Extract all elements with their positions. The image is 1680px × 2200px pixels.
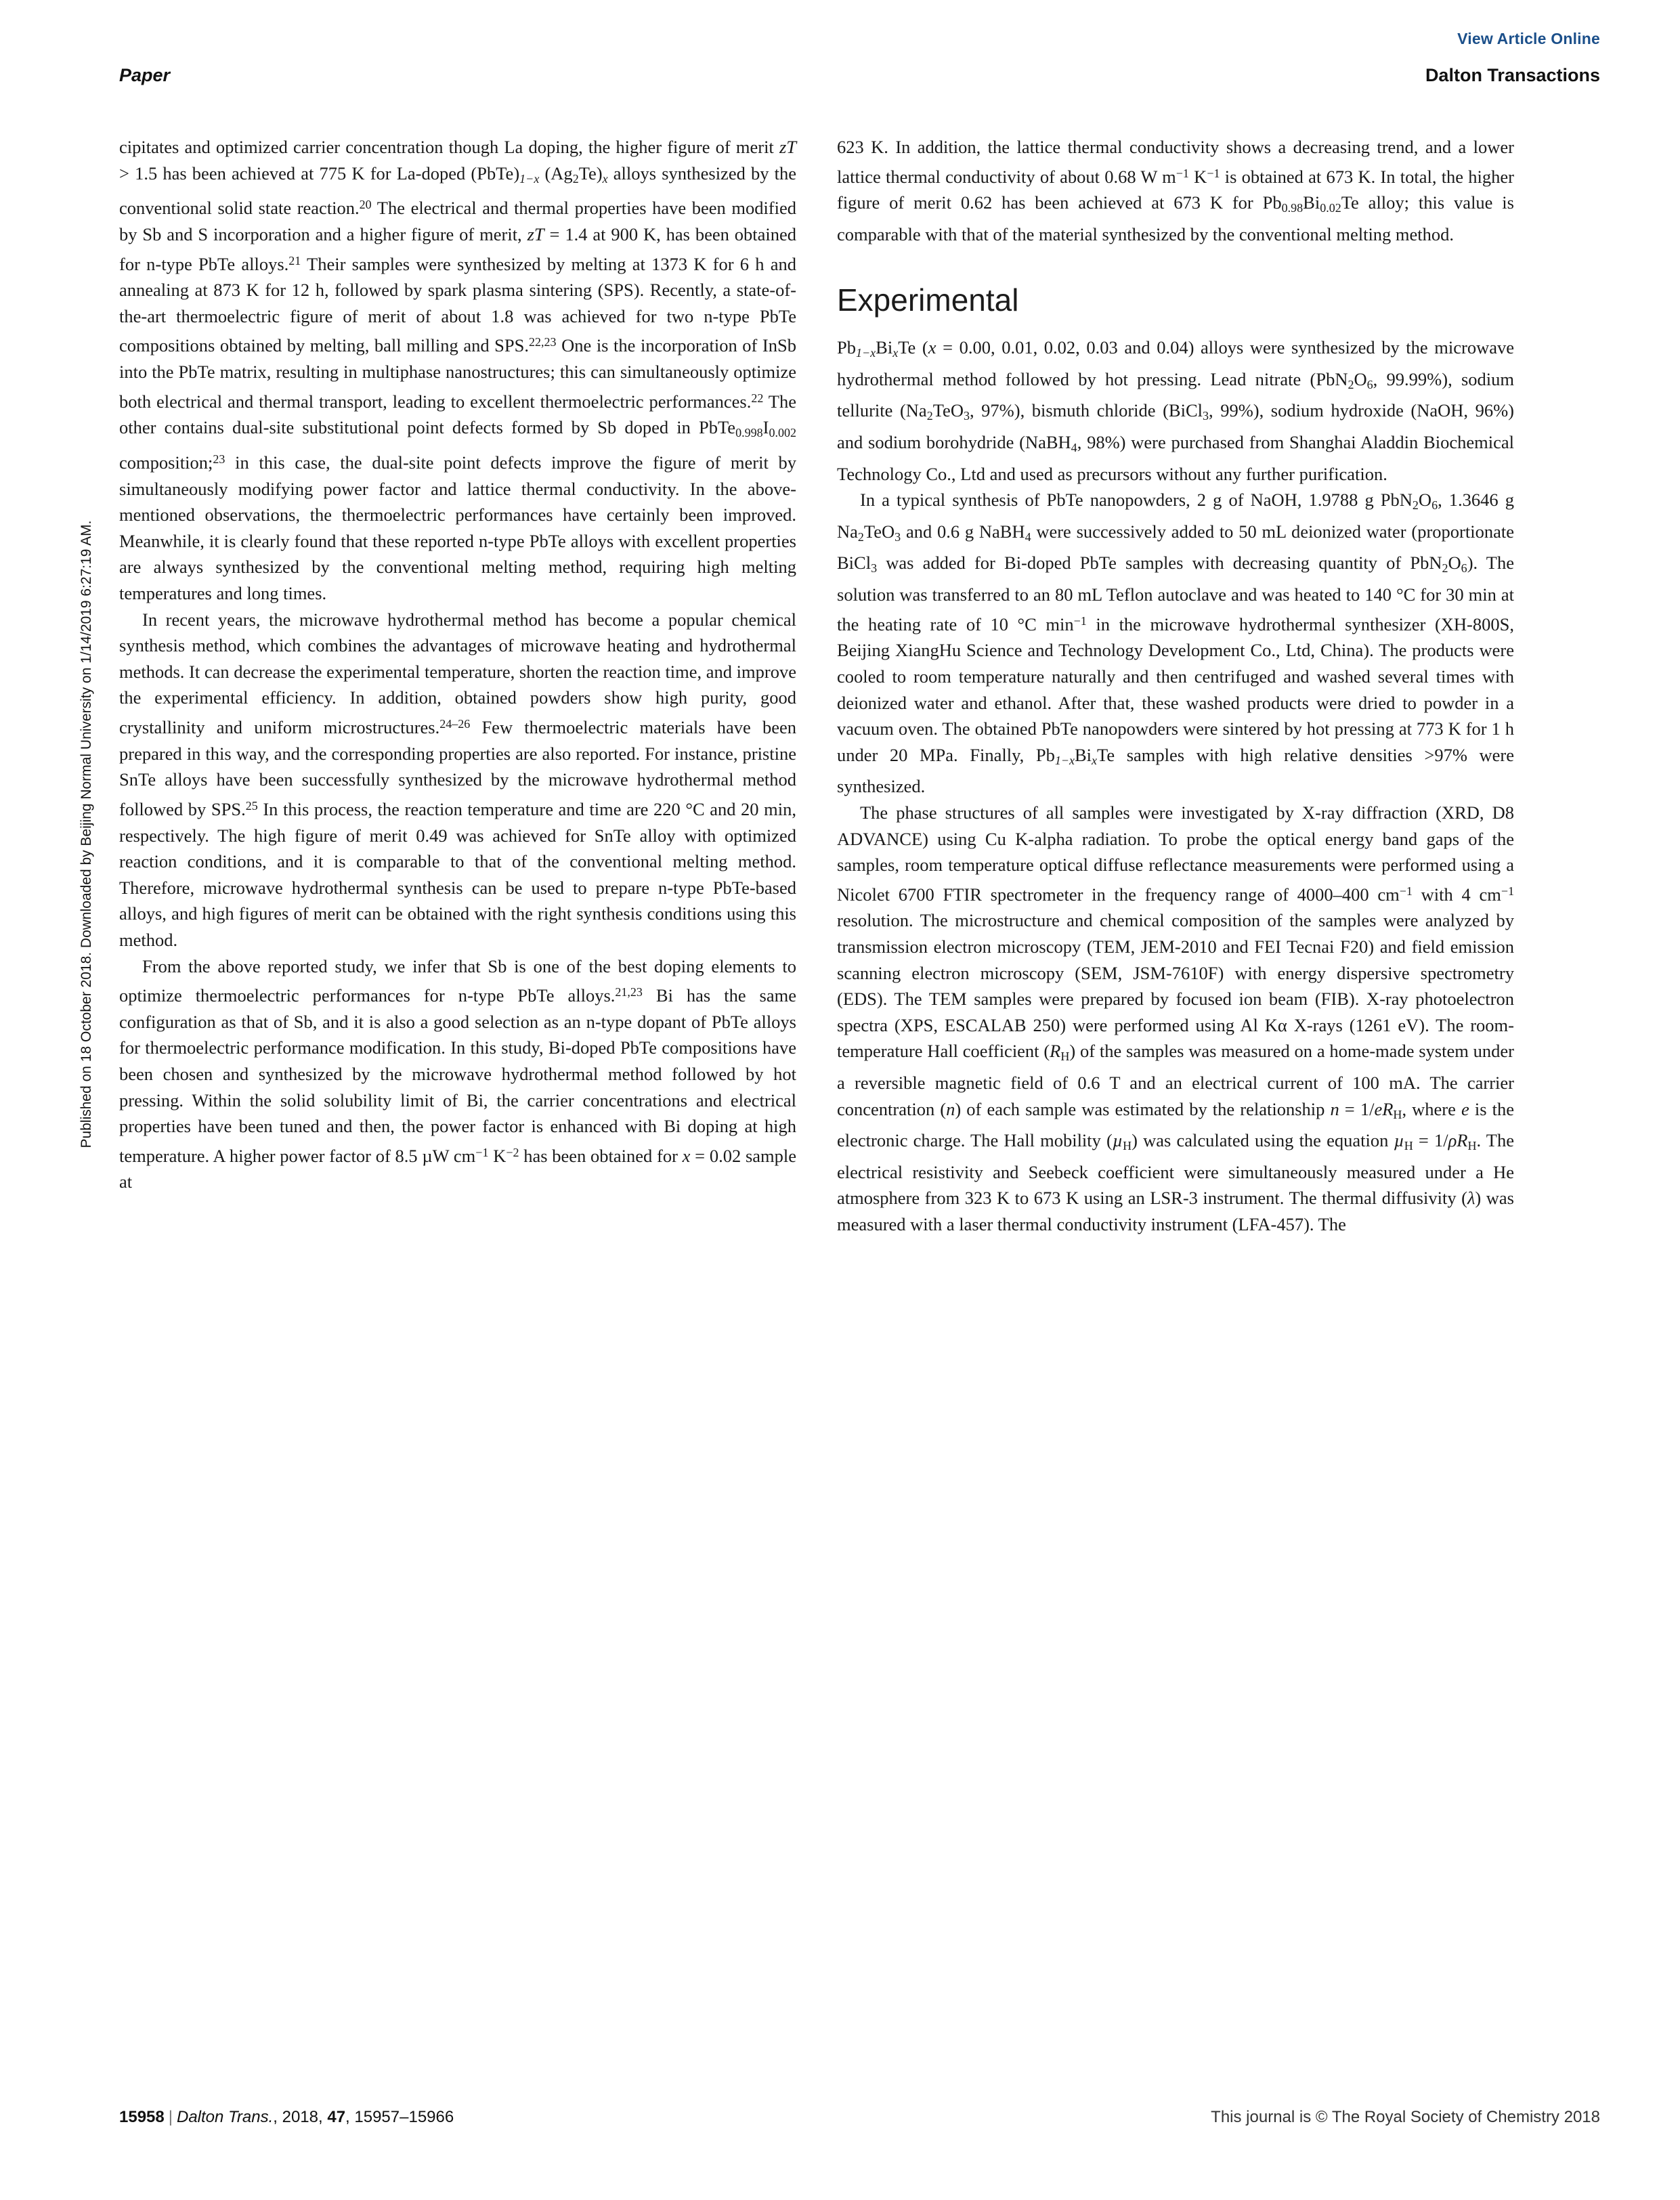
- section-heading-experimental: Experimental: [837, 282, 1019, 318]
- column-right: [837, 134, 1514, 2050]
- running-head: [119, 65, 1600, 86]
- footer-volume: 47: [327, 2108, 346, 2126]
- paragraph-right-2: $Pb_{1-x}Bi_xTe$ (x = 0.00, 0.01, 0.02, 0.03 and 0.04) alloys were synthesized by the microwave hydrothermal method followed by hot pressing. Lead nitrate ($PbN_2O_6$, 99.99%), sodium tellurite ($Na_2TeO_3$, 97%), bismuth chloride (BiCl$_3$, 99%), sodium hydroxide (NaOH, 96%) and sodium borohydride (NaBH$_4$, 98%) were purchased from Shanghai Aladdin Biochemical Technology Co., Ltd and used as precursors without any further purification.: [837, 337, 1514, 484]
- footer-citation: [119, 2108, 454, 2127]
- paragraph-right-1: 623 K. In addition, the lattice thermal conductivity shows a decreasing trend, and a lower lattice thermal conductivity of about 0.68 W $m^{-1}$ $K^{-1}$ is obtained at 673 K. In total, the higher figure of merit 0.62 has been achieved at 673 K for $Pb_{0.98}Bi_{0.02}Te$ alloy; this value is comparable with that of the material synthesized by the conventional melting method.: [837, 137, 1515, 244]
- footer-journal: Dalton Trans.: [176, 2108, 274, 2126]
- view-article-online-link[interactable]: View Article Online: [1457, 30, 1600, 47]
- paragraph-left-2: In recent years, the microwave hydrothermal method has become a popular chemical synthesis method, which combines the advantages of microwave heating and hydrothermal methods. It can decrease the experimental temperature, shorten the reaction time, and improve the experimental efficiency. In addition, obtained powders show high purity, good crystallinity and uniform microstructures.$^{24-26}$ Few thermoelectric materials have been prepared in this way, and the corresponding properties are also reported. For instance, pristine SnTe alloys have been successfully synthesized by the microwave hydrothermal method followed by SPS.$^{25}$ In this process, the reaction temperature and time are 220 °C and 20 min, respectively. The high figure of merit 0.49 was achieved for SnTe alloy with optimized reaction conditions, and it is comparable to that of the conventional melting method. Therefore, microwave hydrothermal synthesis can be used to prepare n-type PbTe-based alloys, and high figures of merit can be obtained with the right synthesis conditions using this method.: [119, 609, 796, 950]
- paragraph-left-3: From the above reported study, we infer that Sb is one of the best doping elements to optimize thermoelectric performances for n-type PbTe alloys.$^{21,23}$ Bi has the same configuration as that of Sb, and it is also a good selection as an n-type dopant of PbTe alloys for thermoelectric performance modification. In this study, Bi-doped PbTe compositions have been chosen and synthesized by the microwave hydrothermal method followed by hot pressing. Within the solid solubility limit of Bi, the carrier concentrations and electrical properties have been tuned and then, the power factor is enhanced with Bi doping at high temperature. A higher power factor of 8.5 µW $cm^{-1}$ $K^{-2}$ has been obtained for x = 0.02 sample at: [119, 955, 797, 1192]
- article-body: [119, 134, 1602, 2050]
- paragraph-right-4: The phase structures of all samples were investigated by X-ray diffraction (XRD, D8 ADVANCE) using Cu K-alpha radiation. To probe the optical energy band gaps of the samples, room temperature optical diffuse reflectance measurements were performed using a Nicolet 6700 FTIR spectrometer in the frequency range of 4000–400 $cm^{-1}$ with 4 $cm^{-1}$ resolution. The microstructure and chemical composition of the samples were analyzed by transmission electron microscopy (TEM, JEM-2010 and FEI Tecnai F20) and field emission scanning electron microscopy (SEM, JSM-7610F) with energy dispersive spectrometry (EDS). The TEM samples were prepared by focused ion beam (FIB). X-ray photoelectron spectra (XPS, ESCALAB 250) were performed using Al Kα X-rays (1261 eV). The room-temperature Hall coefficient $(R_H)$ of the samples was measured on a home-made system under a reversible magnetic field of 0.6 T and an electrical current of 100 mA. The carrier concentration (n) of each sample was estimated by the relationship $n = 1/eR_H$, where e is the electronic charge. The Hall mobility (µ$_H$) was calculated using the equation $\mu_H = 1/\rho R_H$. The electrical resistivity and Seebeck coefficient were simultaneously measured under a He atmosphere from 323 K to 673 K using an LSR-3 instrument. The thermal diffusivity (λ) was measured with a laser thermal conductivity instrument (LFA-457). The: [837, 802, 1514, 1235]
- footer-page-number: 15958: [119, 2108, 165, 2126]
- page-footer: [119, 2108, 1600, 2127]
- footer-comma-3: ,: [345, 2108, 355, 2126]
- footer-separator: |: [168, 2108, 173, 2126]
- publication-sidenote: Published on 18 October 2018. Downloaded by Beijing Normal University on 1/14/2019 6:27:19 AM.: [79, 520, 94, 1148]
- footer-pages: 15957–15966: [354, 2108, 454, 2126]
- column-left: [119, 134, 796, 2050]
- footer-comma-1: ,: [273, 2108, 282, 2126]
- running-head-left: Paper: [119, 65, 171, 85]
- footer-copyright: This journal is © The Royal Society of Chemistry 2018: [1211, 2108, 1600, 2126]
- footer-comma-2: ,: [318, 2108, 328, 2126]
- paragraph-left-1: cipitates and optimized carrier concentration though La doping, the higher figure of merit zT > 1.5 has been achieved at 775 K for La-doped $(PbTe)_{1-x}$ $(Ag_2Te)_x$ alloys synthesized by the conventional solid state reaction.$^{20}$ The electrical and thermal properties have been modified by Sb and S incorporation and a higher figure of merit, zT = 1.4 at 900 K, has been obtained for n-type PbTe alloys.$^{21}$ Their samples were synthesized by melting at 1373 K for 6 h and annealing at 873 K for 12 h, followed by spark plasma sintering (SPS). Recently, a state-of-the-art thermoelectric figure of merit of about 1.8 was achieved for two n-type PbTe compositions obtained by melting, ball milling and SPS.$^{22,23}$ One is the incorporation of InSb into the PbTe matrix, resulting in multiphase nanostructures; this can simultaneously optimize both electrical and thermal transport, leading to excellent thermoelectric performances.$^{22}$ The other contains dual-site substitutional point defects formed by Sb doped in $PbTe_{0.998}I_{0.002}$ composition;$^{23}$ in this case, the dual-site point defects improve the figure of merit by simultaneously modifying power factor and lattice thermal conductivity. In the above-mentioned observations, the thermoelectric performances have certainly been improved. Meanwhile, it is clearly found that these reported n-type PbTe alloys with excellent properties are always synthesized by the conventional melting method, requiring high melting temperatures and long times.: [119, 137, 797, 604]
- paragraph-right-3: In a typical synthesis of PbTe nanopowders, 2 g of NaOH, 1.9788 g $PbN_2O_6$, 1.3646 g $Na_2TeO_3$ and 0.6 g NaBH$_4$ were successively added to 50 mL deionized water (proportionate BiCl$_3$ was added for Bi-doped PbTe samples with decreasing quantity of $PbN_2O_6$). The solution was transferred to an 80 mL Teflon autoclave and was heated to 140 °C for 30 min at the heating rate of 10 °C $\min^{-1}$ in the microwave hydrothermal synthesizer (XH-800S, Beijing XiangHu Science and Technology Development Co., Ltd, China). The products were cooled to room temperature naturally and then centrifuged and washed several times with deionized water and ethanol. After that, these washed products were dried to powder in a vacuum oven. The obtained PbTe nanopowders were sintered by hot pressing at 773 K for 1 h under 20 MPa. Finally, $Pb_{1-x}Bi_xTe$ samples with high relative densities >97% were synthesized.: [837, 490, 1514, 797]
- running-head-right: Dalton Transactions: [1425, 65, 1600, 85]
- footer-year: 2018: [282, 2108, 318, 2126]
